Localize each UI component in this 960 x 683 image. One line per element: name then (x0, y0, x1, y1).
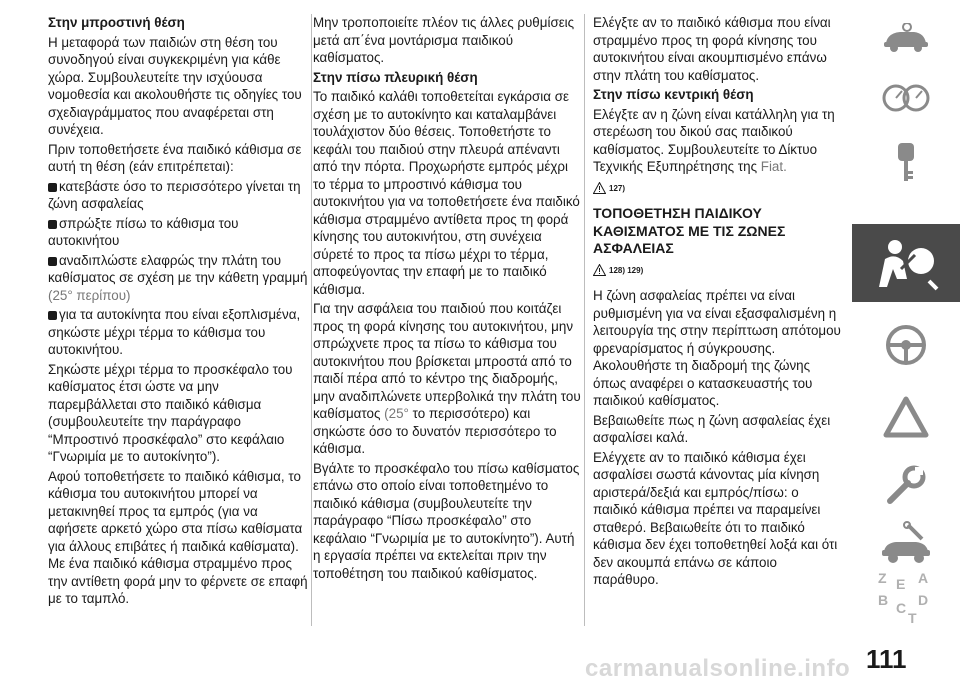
dashboard-icon[interactable] (852, 78, 960, 118)
paragraph: Μην τροποποιείτε πλέον τις άλλες ρυθμίσεις μετά απ΄ένα μοντάρισμα παιδικού καθίσματος. (313, 15, 575, 65)
heading-rear-center-seat: Στην πίσω κεντρική θέση (593, 87, 754, 102)
svg-text:D: D (918, 592, 929, 608)
bullet-item: για τα αυτοκίνητα που είναι εξοπλισμένα, σηκώστε μέχρι τέρμα το κάθισμα του αυτοκινήτου. (48, 307, 301, 357)
svg-text:E: E (896, 576, 906, 592)
paragraph: Πριν τοποθετήσετε ένα παιδικό κάθισμα σε αυτή τη θέση (εάν επιτρέπεται): (48, 141, 302, 174)
key-icon[interactable] (852, 138, 960, 188)
paragraph: Βεβαιωθείτε πως η ζώνη ασφαλείας έχει ασφαλίσει καλά. (593, 412, 831, 445)
column-divider (584, 14, 585, 626)
paragraph: Το παιδικό καλάθι τοποθετείται εγκάρσια σε σχέση με το αυτοκίνητο και καταλαμβάνει τουλάχιστον δύο θέσεις. Τοποθετήστε το κεφάλι του παιδιού στην πλευρά απέναντι από την πόρτα. Προχωρήστε εμπρός μέχρι το τέρμα το μπροστινό κάθισμα του αυτοκινήτου για να τοποθετήσετε ένα παιδικό κάθισμα στραμμένο αντίθετα προς τη φορά κίνησης του αυτοκινήτου, στη συνέχεια σύρετέ το προς τα πίσω μέχρι το τέρμα, αποφεύγοντας την επαφή με το παιδικό κάθισμα. (313, 89, 580, 297)
paragraph: Ελέγξτε αν η ζώνη είναι κατάλληλη για τη στερέωση του δικού σας παιδικού καθίσματος. Συμβουλευτείτε το Δίκτυο Τεχνικής Εξυπηρέτησης της Fiat. (593, 106, 835, 174)
index-icon[interactable] (852, 568, 960, 626)
paragraph: Η ζώνη ασφαλείας πρέπει να είναι ρυθμισμένη για να είναι εξασφαλισμένη η λειτουργία της στην περίπτωση απότομου φρεναρίσματος ή σύγκρουσης. Ακολουθήστε τη διαδρομή της ζώνης όπως αναφέρει ο κατασκευαστής του παιδικού καθίσματος. (593, 288, 841, 408)
column-1 (48, 14, 310, 610)
bullet-icon (48, 311, 57, 320)
bullet-icon (48, 183, 57, 192)
paragraph: Η μεταφορά των παιδιών στη θέση του συνοδηγού είναι συγκεκριμένη για κάθε χώρα. Συμβουλευτείτε την ισχύουσα νομοθεσία και ακολουθήστε τις οδηγίες του σχεδιαγράμματος που αναφέρεται στη συνέχεια. (48, 34, 302, 137)
warning-triangle-icon (593, 182, 606, 194)
heading-rear-side-seat: Στην πίσω πλευρική θέση (313, 69, 478, 85)
heading-front-seat: Στην μπροστινή θέση (48, 15, 185, 30)
column-3 (593, 14, 845, 591)
bullet-icon (48, 257, 57, 266)
warning-reference: 127) (593, 180, 845, 198)
svg-text:B: B (878, 592, 889, 608)
paragraph: Για την ασφάλεια του παιδιού που κοιτάζει προς τη φορά κίνησης του αυτοκινήτου, μην σπρώχνετε προς τα πίσω το κάθισμα του αυτοκινήτου που βρίσκεται μπροστά από το παιδί πέρα από το κέντρο της διαδρομής, μην αναδιπλώνετε υπερβολικά την πλάτη του καθίσματος (25° το περισσότερο) και σηκώστε όσο το δυνατόν περισσότερο το κάθισμα. (313, 301, 581, 456)
column-divider (311, 14, 312, 626)
technical-data-icon[interactable] (852, 520, 960, 570)
svg-text:A: A (918, 570, 929, 586)
paragraph: Βγάλτε το προσκέφαλο του πίσω καθίσματος επάνω στο οποίο είναι τοποθετημένο το παιδικό κάθισμα (συμβουλευτείτε την παράγραφο “Πίσω προσκέφαλο” στο κεφάλαιο “Γνωριμία με το αυτοκίνητο”). Αυτή η εργασία πρέπει να εκτελείται πριν την τοποθέτηση του παιδικού καθίσματος. (313, 460, 580, 581)
paragraph: Ελέγξτε αν το παιδικό κάθισμα που είναι στραμμένο προς τη φορά κίνησης του αυτοκινήτου είναι ακουμπισμένο επάνω στην πλάτη του καθίσματος. (593, 15, 831, 83)
column-2 (313, 14, 581, 584)
svg-text:C: C (896, 600, 907, 616)
airbag-icon[interactable] (852, 224, 960, 302)
section-title: ΤΟΠΟΘΕΤΗΣΗ ΠΑΙΔΙΚΟΥ ΚΑΘΙΣΜΑΤΟΣ ΜΕ ΤΙΣ ΖΩΝΕΣ ΑΣΦΑΛΕΙΑΣ (593, 205, 786, 256)
bullet-item: σπρώξτε πίσω το κάθισμα του αυτοκινήτου (48, 215, 239, 248)
wrench-icon[interactable] (852, 460, 960, 510)
warning-triangle-icon[interactable] (852, 392, 960, 442)
watermark: carmanualsonline.info (585, 655, 851, 682)
car-info-icon[interactable] (852, 18, 960, 58)
warning-triangle-icon (593, 264, 606, 276)
bullet-item: αναδιπλώστε ελαφρώς την πλάτη του καθίσματος σε σχέση με την κάθετη γραμμή (25° περίπου) (48, 252, 308, 303)
bullet-item: κατεβάστε όσο το περισσότερο γίνεται τη ζώνη ασφαλείας (48, 178, 301, 211)
steering-wheel-icon[interactable] (852, 320, 960, 370)
chapter-sidebar (852, 0, 960, 678)
warning-reference: 128) 129) (593, 262, 845, 280)
svg-text:T: T (908, 610, 917, 625)
bullet-icon (48, 220, 57, 229)
paragraph: Σηκώστε μέχρι τέρμα το προσκέφαλο του καθίσματος έτσι ώστε να μην παρεμβάλλεται στο παιδικό κάθισμα (συμβουλευτείτε την παράγραφο “Μπροστινό προσκέφαλο” στο κεφάλαιο “Γνωριμία με το αυτοκίνητο”). (48, 361, 293, 464)
paragraph: Ελέγχετε αν το παιδικό κάθισμα έχει ασφαλίσει σωστά κάνοντας μία κίνηση αριστερά/δεξιά και εμπρός/πίσω: ο παιδικό κάθισμα πρέπει να παραμείνει σταθερό. Βεβαιωθείτε ότι το παιδικό κάθισμα δεν έχει τοποθετηθεί λοξά και ότι δεν ακουμπά επάνω σε κάποιο παράθυρο. (593, 449, 838, 587)
svg-text:Z: Z (878, 570, 887, 586)
page-number: 111 (866, 644, 907, 674)
paragraph: Αφού τοποθετήσετε το παιδικό κάθισμα, το κάθισμα του αυτοκινήτου μπορεί να μετακινηθεί προς τα εμπρός (για να αφήσετε αρκετό χώρο στα πίσω καθίσματα για άλλους επιβάτες ή παιδικά καθίσματα). Με ένα παιδικό κάθισμα στραμμένο προς την αντίθετη φορά μην το φέρνετε σε επαφή με το ταμπλό. (48, 468, 308, 606)
